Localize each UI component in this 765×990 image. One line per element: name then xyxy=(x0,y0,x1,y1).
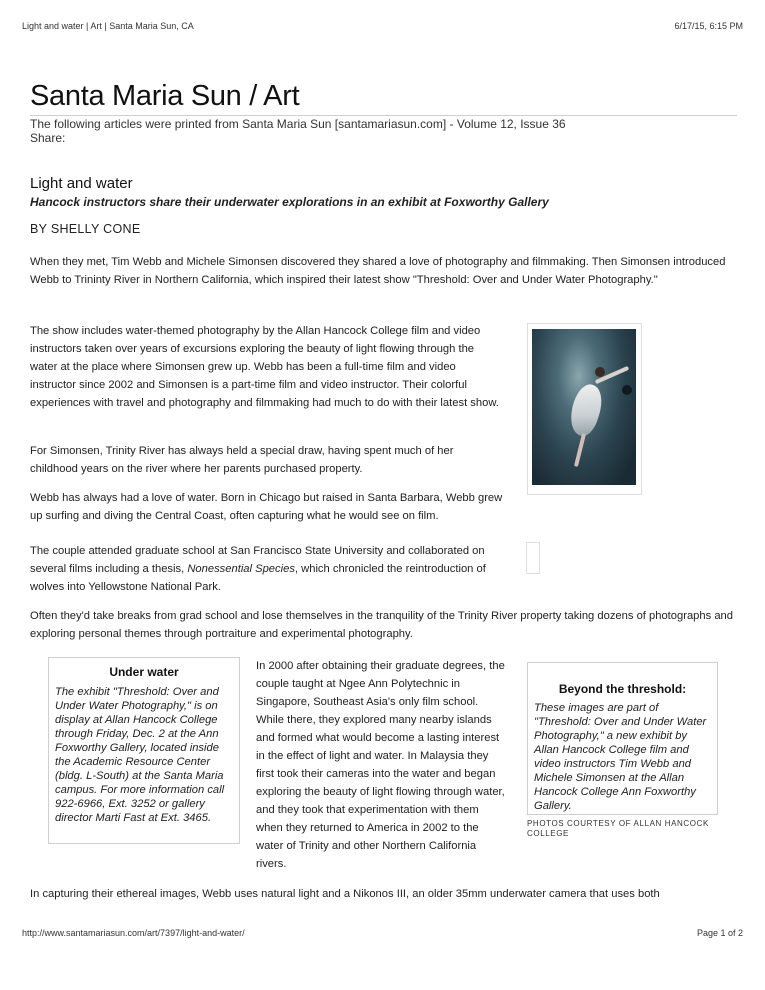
share-label[interactable]: Share: xyxy=(30,131,66,145)
article-byline: BY SHELLY CONE xyxy=(30,222,141,236)
article-photo-frame xyxy=(527,323,642,495)
print-header-title: Light and water | Art | Santa Maria Sun, CA xyxy=(22,21,194,31)
photo-figure-dress xyxy=(565,381,608,439)
sidebar-under-water-title: Under water xyxy=(109,665,179,679)
article-paragraph-5: The couple attended graduate school at San Francisco State University and collaborated on several films including a thesis, Nonessential Species, which chronicled the reintroduction of wolves into Yellowstone National Park. xyxy=(30,545,486,593)
title-divider xyxy=(30,115,737,116)
sidebar-beyond-body: These images are part of "Threshold: Over and Under Water Photography," a new exhibit by Allan Hancock College film and video instructors Tim Webb and Michele Simonsen at the Allan Hancock College Ann Foxworthy Gallery. xyxy=(534,702,707,812)
sidebar-beyond-threshold xyxy=(527,662,718,815)
sidebar-beyond-title: Beyond the threshold: xyxy=(558,682,687,696)
article-paragraph-3: For Simonsen, Trinity River has always held a special draw, having spent much of her childhood years on the river where her parents purchased property. xyxy=(30,445,454,475)
article-paragraph-1: When they met, Tim Webb and Michele Simonsen discovered they shared a love of photography and filmmaking. Then Simonsen introduced Webb to Trininty River in Northern California, which inspired their latest show "Threshold: Over and Under Water Photography." xyxy=(30,256,726,286)
print-footer-page: Page 1 of 2 xyxy=(696,928,743,938)
photo-credit: PHOTOS COURTESY OF ALLAN HANCOCK COLLEGE xyxy=(527,819,709,838)
article-paragraph-2: The show includes water-themed photography by the Allan Hancock College film and video instructors taken over years of excursions exploring the beauty of light flowing through the water at the place where Simonsen grew up. Webb has been a full-time film and video instructor since 2002 and Simonsen is a part-time film and video instructor. Their colorful experiences with travel and photography and filmmaking had much to do with their latest show. xyxy=(30,325,499,409)
print-footer-url[interactable]: http://www.santamariasun.com/art/7397/light-and-water/ xyxy=(22,928,245,938)
photo-figure-head xyxy=(595,367,605,377)
article-deck: Hancock instructors share their underwater explorations in an exhibit at Foxworthy Gallery xyxy=(30,195,549,209)
photo-dark-object xyxy=(622,385,632,395)
article-paragraph-4: Webb has always had a love of water. Born in Chicago but raised in Santa Barbara, Webb grew up surfing and diving the Central Coast, often capturing what he would see on film. xyxy=(30,492,503,522)
underwater-photo xyxy=(532,329,636,485)
article-title: Light and water xyxy=(30,175,133,192)
sidebar-under-water xyxy=(48,657,240,844)
photo-figure-leg xyxy=(574,433,586,467)
article-paragraph-7: In 2000 after obtaining their graduate degrees, the couple taught at Ngee Ann Polytechnic in Singapore, Southeast Asia's only film school. While there, they explored many nearby islands and formed what would become a lasting interest in the effect of light and water. In Malaysia they first took their cameras into the water and began exploring the beauty of light flowing through water, and they took that experimentation with them when they returned to America in 2002 to the water of Trinity and other Northern California rivers. xyxy=(256,660,505,870)
sidebar-under-water-body: The exhibit "Threshold: Over and Under Water Photography," is on display at Allan Hancock College through Friday, Dec. 2 at the Ann Foxworthy Gallery, located inside the Academic Resource Center (bldg. L-South) at the Santa Maria campus. For more information call 922-6966, Ext. 3252 or gallery director Marti Fast at Ext. 3465. xyxy=(55,686,225,824)
print-header-datetime: 6/17/15, 6:15 PM xyxy=(674,21,743,31)
printed-from-notice: The following articles were printed from Santa Maria Sun [santamariasun.com] - Volume 12, Issue 36 xyxy=(30,117,566,131)
article-paragraph-6: Often they'd take breaks from grad school and lose themselves in the tranquility of the Trinity River property taking dozens of photographs and exploring personal themes through portraiture and experimental photography. xyxy=(30,610,733,640)
film-title: Nonessential Species xyxy=(187,563,295,575)
article-paragraph-8: In capturing their ethereal images, Webb uses natural light and a Nikonos III, an older 35mm underwater camera that uses both xyxy=(30,888,660,900)
page-title: Santa Maria Sun / Art xyxy=(30,80,300,112)
image-placeholder xyxy=(526,542,540,574)
